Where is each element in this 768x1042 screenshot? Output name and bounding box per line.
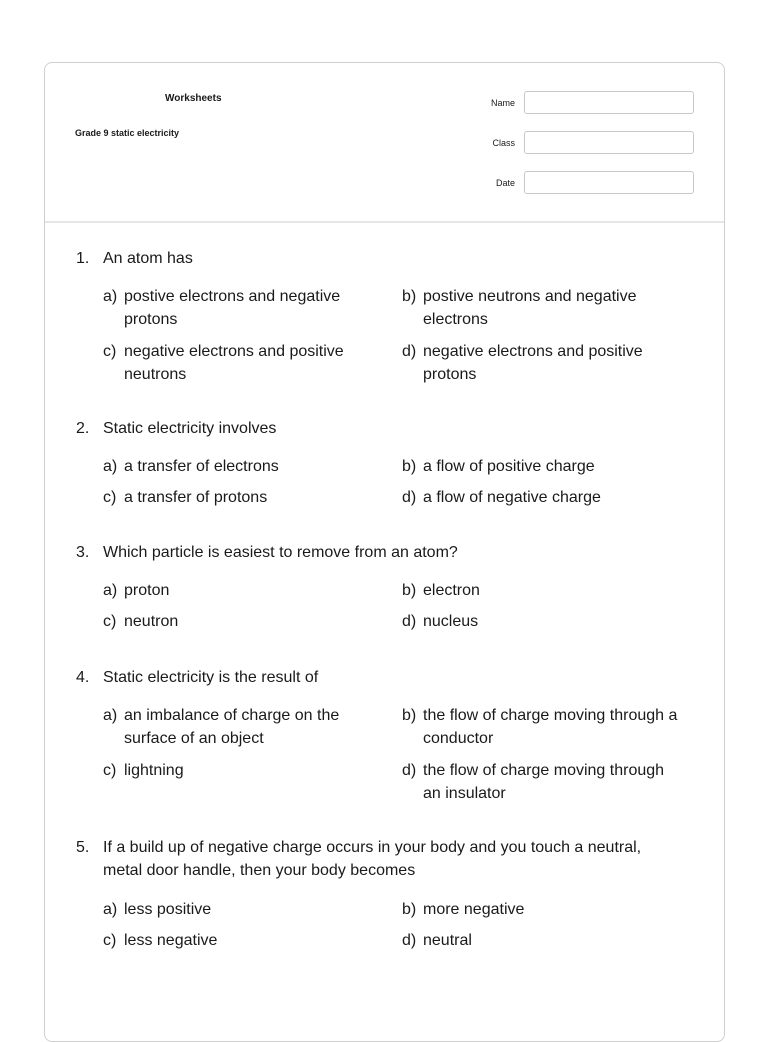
option-letter: d) [402,613,417,630]
option-text: electron [423,582,480,599]
option-b[interactable] [402,285,682,331]
option-c[interactable] [103,486,383,509]
class-label: Class [492,138,515,148]
option-letter: a) [103,458,118,475]
option-letter: b) [402,582,417,599]
question-text: If a build up of negative charge occurs in your body and you touch a neutral, metal door handle, then your body becomes [103,839,642,879]
question-text: Static electricity is the result of [103,669,319,686]
option-letter: b) [402,458,417,475]
option-letter: c) [103,932,117,949]
option-letter: a) [103,582,118,599]
question-text: Static electricity involves [103,420,277,437]
option-text: postive neutrons and negative electrons [423,288,637,328]
option-text: lightning [124,762,184,779]
question-number: 2. [76,420,90,437]
option-letter: d) [402,489,417,506]
option-text: more negative [423,901,525,918]
option-text: less negative [124,932,218,949]
option-letter: d) [402,932,417,949]
option-letter: b) [402,288,417,305]
option-letter: d) [402,343,417,360]
date-field[interactable] [524,171,694,194]
option-text: an imbalance of charge on the surface of an object [124,707,340,747]
question-text: Which particle is easiest to remove from an atom? [103,544,458,561]
option-letter: a) [103,901,118,918]
worksheet [44,62,725,1042]
option-a[interactable] [103,579,383,602]
question-text: An atom has [103,250,193,267]
option-letter: a) [103,288,118,305]
option-letter: c) [103,613,117,630]
question-number: 5. [76,839,90,856]
option-text: the flow of charge moving through an insulator [423,762,665,802]
name-field[interactable] [524,91,694,114]
class-field[interactable] [524,131,694,154]
option-a[interactable] [103,285,383,331]
option-letter: b) [402,707,417,724]
option-text: neutron [124,613,179,630]
name-label: Name [490,98,515,108]
option-text: less positive [124,901,212,918]
option-c[interactable] [103,610,383,633]
option-letter: a) [103,707,118,724]
option-c[interactable] [103,759,383,782]
option-text: negative electrons and positive protons [423,343,643,383]
option-d[interactable] [402,759,682,805]
option-text: a flow of negative charge [423,489,601,506]
option-letter: d) [402,762,417,779]
option-letter: b) [402,901,417,918]
option-text: a flow of positive charge [423,458,595,475]
option-letter: c) [103,762,117,779]
option-b[interactable] [402,898,682,921]
option-b[interactable] [402,455,682,478]
option-text: neutral [423,932,472,949]
question-number: 4. [76,669,90,686]
worksheet-title: Worksheets [165,93,222,104]
option-d[interactable] [402,929,682,952]
option-text: the flow of charge moving through a conductor [423,707,678,747]
option-text: negative electrons and positive neutrons [124,343,344,383]
option-a[interactable] [103,898,383,921]
option-text: proton [124,582,170,599]
option-letter: c) [103,489,117,506]
option-b[interactable] [402,579,682,602]
option-d[interactable] [402,340,682,386]
option-text: nucleus [423,613,479,630]
option-b[interactable] [402,704,682,750]
date-label: Date [495,178,515,188]
worksheet-header [45,63,724,223]
option-text: postive electrons and negative protons [124,288,341,328]
option-letter: c) [103,343,117,360]
option-d[interactable] [402,486,682,509]
option-text: a transfer of protons [124,489,268,506]
option-c[interactable] [103,340,383,386]
option-c[interactable] [103,929,383,952]
worksheet-subtitle: Grade 9 static electricity [75,128,180,138]
question-number: 1. [76,250,90,267]
option-a[interactable] [103,455,383,478]
option-d[interactable] [402,610,682,633]
option-a[interactable] [103,704,383,750]
question-number: 3. [76,544,90,561]
option-text: a transfer of electrons [124,458,279,475]
